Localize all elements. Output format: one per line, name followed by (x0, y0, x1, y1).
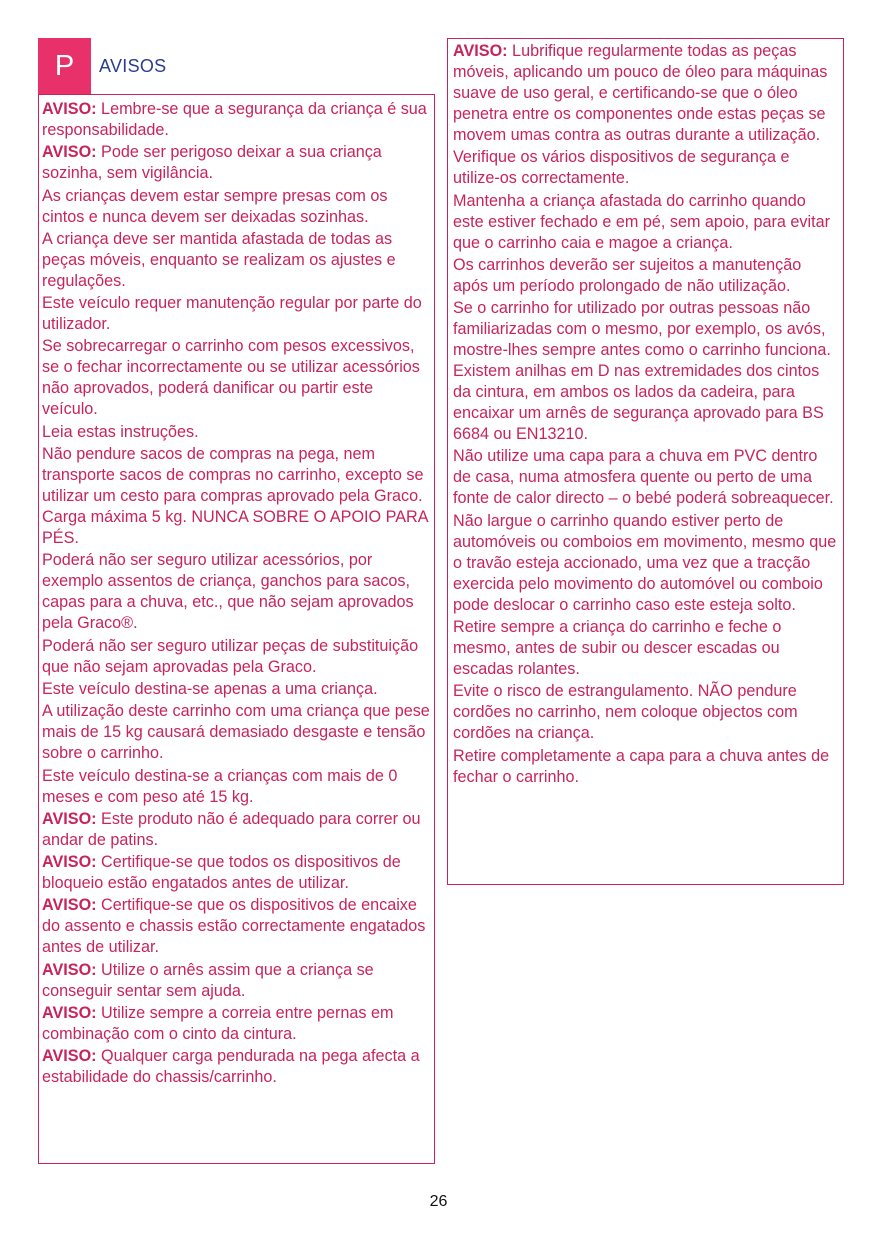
warning-paragraph (42, 550, 430, 634)
warning-label: AVISO: (42, 960, 97, 979)
warning-label: AVISO: (453, 42, 508, 60)
warning-paragraph (42, 229, 430, 292)
warning-text: Este produto não é adequado para correr ou andar de patins. (42, 809, 421, 849)
warning-text: Leia estas instruções. (42, 422, 199, 441)
warning-paragraph (42, 679, 430, 700)
warning-paragraph (42, 701, 430, 764)
warning-text: Poderá não ser seguro utilizar acessórios, por exemplo assentos de criança, ganchos para sacos, capas para a chuva, etc., que não sejam aprovados pela Graco®. (42, 551, 414, 633)
warning-paragraph (42, 142, 430, 184)
warning-text: Retire completamente a capa para a chuva antes de fechar o carrinho. (453, 746, 830, 786)
warning-paragraph (453, 617, 839, 680)
warning-paragraph (453, 298, 839, 445)
warning-paragraph (42, 186, 430, 228)
warning-text: Este veículo destina-se apenas a uma criança. (42, 679, 378, 698)
page-number: 26 (429, 1193, 448, 1210)
warning-text: Não utilize uma capa para a chuva em PVC dentro de casa, numa atmosfera quente ou perto de uma fonte de calor directo – o bebé poderá sobreaquecer. (453, 447, 834, 508)
warning-paragraph (453, 41, 839, 146)
warning-text: Não pendure sacos de compras na pega, nem transporte sacos de compras no carrinho, excepto se utilizar um cesto para compras aprovado pela Graco. Carga máxima 5 kg. NUNCA SOBRE O APOIO PARA PÉS. (42, 445, 428, 548)
warning-paragraph (42, 809, 430, 851)
warning-label: AVISO: (42, 853, 97, 872)
warning-text: Retire sempre a criança do carrinho e feche o mesmo, antes de subir ou descer escadas ou escadas rolantes. (453, 618, 782, 679)
warning-text: Pode ser perigoso deixar a sua criança sozinha, sem vigilância. (42, 143, 382, 183)
warning-paragraph (42, 293, 430, 335)
warning-text: A criança deve ser mantida afastada de todas as peças móveis, enquanto se realizam os ajustes e regulações. (42, 229, 396, 290)
warning-text: A utilização deste carrinho com uma criança que pese mais de 15 kg causará demasiado desgaste e tensão sobre o carrinho. (42, 702, 430, 763)
warning-label: AVISO: (42, 809, 97, 828)
warning-text: Qualquer carga pendurada na pega afecta a estabilidade do chassis/carrinho. (42, 1047, 420, 1087)
warning-text: Lubrifique regularmente todas as peças móveis, aplicando um pouco de óleo para máquinas suave de uso geral, e certificando-se que o óleo penetra entre os componentes onde estas peças se movem umas contra as outras durante a utilização. (453, 42, 828, 144)
warning-paragraph (453, 446, 839, 509)
section-title: AVISOS (99, 56, 167, 76)
warning-label: AVISO: (42, 100, 97, 118)
warning-paragraph (42, 444, 430, 549)
warning-text: Utilize o arnês assim que a criança se conseguir sentar sem ajuda. (42, 960, 374, 1000)
warning-paragraph (453, 511, 839, 616)
warning-text: Se sobrecarregar o carrinho com pesos excessivos, se o fechar incorrectamente ou se utilizar acessórios não aprovados, poderá danificar ou partir este veículo. (42, 337, 420, 419)
warning-text: Certifique-se que os dispositivos de encaixe do assento e chassis estão correctamente engatados antes de utilizar. (42, 896, 426, 957)
warning-paragraph (42, 422, 430, 443)
warning-paragraph (453, 255, 839, 297)
warnings-column-right (447, 38, 844, 885)
warning-text: Certifique-se que todos os dispositivos de bloqueio estão engatados antes de utilizar. (42, 853, 401, 893)
warning-paragraph (42, 895, 430, 958)
warning-label: AVISO: (42, 1004, 97, 1023)
warning-paragraph (42, 636, 430, 678)
warning-label: AVISO: (42, 1047, 97, 1066)
warning-paragraph (42, 960, 430, 1002)
warning-text: Se o carrinho for utilizado por outras pessoas não familiarizadas com o mesmo, por exemplo, os avós, mostre-lhes sempre antes como o carrinho funciona. Existem anilhas em D nas extremidades dos cintos da cintura, em ambos os lados da cadeira, para encaixar um arnês de segurança aprovado para BS 6684 ou EN13210. (453, 299, 831, 444)
warning-paragraph (42, 99, 430, 141)
warning-paragraph (42, 336, 430, 420)
warning-text: Poderá não ser seguro utilizar peças de substituição que não sejam aprovadas pela Graco. (42, 636, 419, 676)
warning-label: AVISO: (42, 143, 97, 162)
warning-label: AVISO: (42, 896, 97, 915)
warning-text: Mantenha a criança afastada do carrinho quando este estiver fechado e em pé, sem apoio, para evitar que o carrinho caia e magoe a criança. (453, 191, 831, 252)
warning-paragraph (42, 766, 430, 808)
warning-paragraph (453, 746, 839, 788)
warning-paragraph (42, 1003, 430, 1045)
warning-text: Os carrinhos deverão ser sujeitos a manutenção após um período prolongado de não utilização. (453, 255, 802, 295)
warning-paragraph (42, 852, 430, 894)
warning-text: Utilize sempre a correia entre pernas em combinação com o cinto da cintura. (42, 1004, 394, 1044)
warning-paragraph (453, 191, 839, 254)
warning-text: Não largue o carrinho quando estiver perto de automóveis ou comboios em movimento, mesmo que o travão esteja accionado, uma vez que a tracção exercida pelo movimento do automóvel ou comboio pode deslocar o carrinho caso este esteja solto. (453, 511, 837, 614)
warning-text: As crianças devem estar sempre presas com os cintos e nunca devem ser deixadas sozinhas. (42, 186, 388, 226)
warning-text: Lembre-se que a segurança da criança é sua responsabilidade. (42, 100, 427, 139)
language-badge: P (38, 38, 91, 94)
warnings-column-left (38, 94, 435, 1164)
warning-paragraph (453, 681, 839, 744)
warning-text: Verifique os vários dispositivos de segurança e utilize-os correctamente. (453, 148, 790, 188)
warning-text: Este veículo requer manutenção regular por parte do utilizador. (42, 294, 422, 334)
warning-text: Este veículo destina-se a crianças com mais de 0 meses e com peso até 15 kg. (42, 766, 398, 806)
warning-paragraph (42, 1046, 430, 1088)
warning-text: Evite o risco de estrangulamento. NÃO pendure cordões no carrinho, nem coloque objectos com cordões na criança. (453, 682, 798, 743)
warning-paragraph (453, 147, 839, 189)
